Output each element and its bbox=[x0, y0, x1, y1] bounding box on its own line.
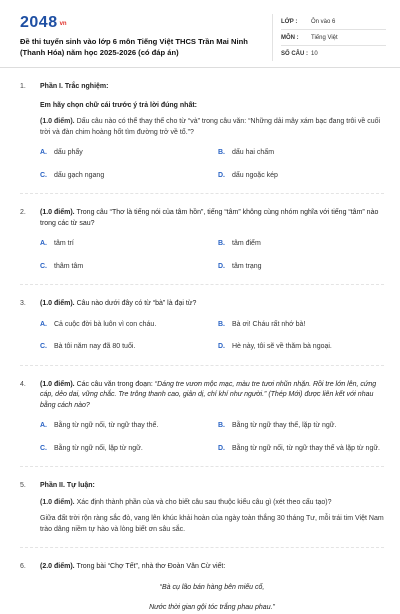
option-c[interactable]: C. dấu gạch ngang bbox=[40, 171, 105, 179]
option-d[interactable]: D. Bằng từ ngữ nối, từ ngữ thay thế và lặp từ ngữ. bbox=[218, 444, 380, 452]
header-left bbox=[20, 14, 248, 61]
option-b[interactable]: B. dấu hai chấm bbox=[218, 149, 275, 156]
option-d[interactable]: D. tâm trạng bbox=[218, 262, 262, 270]
section-heading: Phần I. Trắc nghiệm: bbox=[40, 83, 109, 90]
divider bbox=[20, 193, 384, 194]
option-a[interactable]: A. dấu phẩy bbox=[40, 149, 83, 156]
meta-table bbox=[272, 14, 386, 61]
passage: Giữa đất trời rộn ràng sắc đỏ, vang lên khúc khải hoàn của ngày toàn thắng 30 tháng Tư, mỗi trái tim Việt Nam trào dâng niềm tự hào và lòng biết ơn sâu sắc. bbox=[40, 515, 384, 533]
header bbox=[0, 0, 400, 68]
divider bbox=[20, 547, 384, 548]
question-1: 1. Phần I. Trắc nghiệm: Em hãy chọn chữ cái trước ý trả lời đúng nhất: (1.0 điểm). Dấu câu nào có thể thay thế cho từ “và” trong câu văn: “Những dải mây xám bạc đang trôi về cuối trời và đàn chim hoàng hốt tìm đường trở về tổ.”? A. dấu phẩy B. dấu hai chấm C. dấu gạch ngang D. dấu ngoặc kép bbox=[20, 82, 384, 181]
question-4: 4. (1.0 điểm). Các câu văn trong đoạn: “Dáng tre vươn mộc mạc, màu tre tươi nhũn nhặn. Rồi tre lớn lên, cứng cáp, dẻo dai, vững chắc. Tre trông thanh cao, giản dị, chí khí như người.” (Thép Mới) được liên kết với nhau bằng cách nào? A. Bằng từ ngữ nối, từ ngữ thay thế. B. Bằng từ ngữ thay thế, lặp từ ngữ. C. Bằng từ ngữ nối, lặp từ ngữ. D. Bằng từ ngữ nối, từ ngữ thay thế và lặp từ ngữ. bbox=[20, 380, 384, 455]
question-list bbox=[0, 82, 400, 614]
question-3: 3. (1.0 điểm). Câu nào dưới đây có từ “bà” là đại từ? A. Cả cuộc đời bà luôn vì con cháu. B. Bà ơi! Cháu rất nhớ bà! C. Bà tôi năm nay đã 80 tuổi. D. Hè này, tôi sẽ về thăm bà ngoại. bbox=[20, 299, 384, 353]
question-text: (1.0 điểm). Trong câu “Thơ là tiếng nói của tâm hồn”, tiếng “tâm” không cùng nhóm nghĩa với tiếng “tâm” nào trong các từ sau? bbox=[40, 209, 379, 227]
divider bbox=[20, 466, 384, 467]
divider bbox=[20, 365, 384, 366]
option-b[interactable]: B. tâm điểm bbox=[218, 240, 261, 247]
document-title: Đề thi tuyển sinh vào lớp 6 môn Tiếng Việt THCS Trần Mai Ninh (Thanh Hóa) năm học 2025-2026 (có đáp án) bbox=[20, 37, 248, 57]
question-text: (1.0 điểm). Câu nào dưới đây có từ “bà” là đại từ? bbox=[40, 300, 197, 307]
option-c[interactable]: C. Bà tôi năm nay đã 80 tuổi. bbox=[40, 343, 136, 350]
question-text: (1.0 điểm). Các câu văn trong đoạn: “Dáng tre vươn mộc mạc, màu tre tươi nhũn nhặn. Rồi tre lớn lên, cứng cáp, dẻo dai, vững chắc. Tre trông thanh cao, giản dị, chí khí như người.” (Thép Mới) được liên kết với nhau bằng cách nào? bbox=[40, 380, 377, 409]
meta-row-count: SỐ CÂU : 10 bbox=[281, 50, 318, 57]
option-c[interactable]: C. thâm tâm bbox=[40, 262, 84, 270]
question-text: (2.0 điểm). Trong bài “Chợ Tết”, nhà thơ Đoàn Văn Cừ viết: bbox=[40, 563, 226, 570]
question-6: 6. (2.0 điểm). Trong bài “Chợ Tết”, nhà thơ Đoàn Văn Cừ viết: “Bà cụ lão bán hàng bên miếu cổ, Nước thời gian gội tóc trắng phau phau.” bbox=[20, 562, 384, 614]
option-d[interactable]: D. Hè này, tôi sẽ về thăm bà ngoại. bbox=[218, 343, 332, 350]
option-a[interactable]: A. Bằng từ ngữ nối, từ ngữ thay thế. bbox=[40, 422, 159, 429]
option-d[interactable]: D. dấu ngoặc kép bbox=[218, 171, 278, 179]
meta-row-class: LỚP : Ôn vào 6 bbox=[281, 14, 386, 30]
poem-line-2: Nước thời gian gội tóc trắng phau phau.” bbox=[149, 604, 275, 611]
options bbox=[40, 148, 384, 181]
question-2: 2. (1.0 điểm). Trong câu “Thơ là tiếng nói của tâm hồn”, tiếng “tâm” không cùng nhóm nghĩa với tiếng “tâm” nào trong các từ sau? A. tâm trí B. tâm điểm C. thâm tâm D. tâm trạng bbox=[20, 208, 384, 272]
instruction: Em hãy chọn chữ cái trước ý trả lời đúng nhất: bbox=[40, 101, 198, 109]
option-b[interactable]: B. Bằng từ ngữ thay thế, lặp từ ngữ. bbox=[218, 422, 337, 429]
section-heading: Phần II. Tự luận: bbox=[40, 482, 95, 489]
question-text: (1.0 điểm). Dấu câu nào có thể thay thế cho từ “và” trong câu văn: “Những dải mây xám bạc đang trôi về cuối trời và đàn chim hoàng hốt tìm đường trở về tổ.”? bbox=[40, 118, 381, 136]
poem-line-1: “Bà cụ lão bán hàng bên miếu cổ, bbox=[159, 583, 265, 591]
logo[interactable]: 2048 vn bbox=[20, 14, 67, 31]
question-5: 5. Phần II. Tự luận: (1.0 điểm). Xác định thành phần của và cho biết câu sau thuộc kiểu câu gì (xét theo cấu tạo)? Giữa đất trời rộn ràng sắc đỏ, vang lên khúc khải hoàn của ngày toàn thắng 30 tháng Tư, mỗi trái tim Việt Nam trào dâng niềm tự hào và lòng biết ơn sâu sắc. bbox=[20, 481, 384, 535]
question-text: (1.0 điểm). Xác định thành phần của và cho biết câu sau thuộc kiểu câu gì (xét theo cấu tạo)? bbox=[40, 498, 332, 506]
meta-row-subject: MÔN : Tiếng Việt bbox=[281, 30, 386, 46]
divider bbox=[20, 284, 384, 285]
options bbox=[40, 320, 384, 353]
options bbox=[40, 239, 384, 272]
options bbox=[40, 421, 384, 454]
option-a[interactable]: A. Cả cuộc đời bà luôn vì con cháu. bbox=[40, 320, 157, 328]
option-a[interactable]: A. tâm trí bbox=[40, 240, 74, 247]
option-c[interactable]: C. Bằng từ ngữ nối, lặp từ ngữ. bbox=[40, 444, 143, 452]
option-b[interactable]: B. Bà ơi! Cháu rất nhớ bà! bbox=[218, 320, 306, 328]
